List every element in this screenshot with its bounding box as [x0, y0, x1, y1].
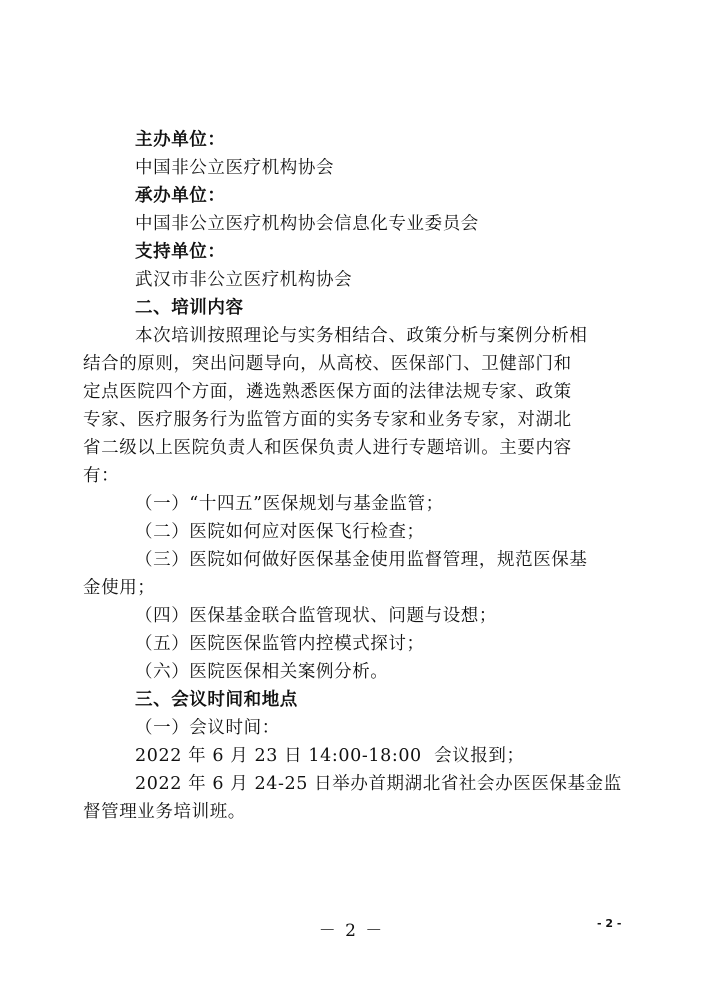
organizer-heading: 主办单位： [135, 130, 226, 150]
section-heading-time-place: 三、会议时间和地点 [135, 690, 298, 710]
paragraph-line: 专家、医疗服务行为监管方面的实务专家和业务专家，对湖北 [83, 410, 572, 430]
undertaker-heading: 承办单位： [135, 186, 226, 206]
list-item: （二）医院如何应对医保飞行检查； [135, 522, 425, 542]
list-item: （五）医院医保监管内控模式探讨； [135, 634, 425, 654]
supporter-value: 武汉市非公立医疗机构协会 [135, 270, 353, 290]
paragraph-line: 有： [83, 466, 120, 486]
list-item-continuation: 金使用； [83, 578, 156, 598]
schedule-line: 2022 年 6 月 24-25 日举办首期湖北省社会办医医保基金监 [135, 774, 622, 794]
paragraph-line: 结合的原则，突出问题导向，从高校、医保部门、卫健部门和 [83, 354, 572, 374]
page-number: － 2 － [318, 921, 385, 941]
list-item: （一）“十四五”医保规划与基金监管； [135, 494, 444, 514]
paragraph-line: 省二级以上医院负责人和医保负责人进行专题培训。主要内容 [83, 438, 572, 458]
supporter-heading: 支持单位： [135, 242, 226, 262]
paragraph-line: 定点医院四个方面，遴选熟悉医保方面的法律法规专家、政策 [83, 382, 572, 402]
list-item: （六）医院医保相关案例分析。 [135, 662, 389, 682]
schedule-line-continuation: 督管理业务培训班。 [83, 802, 246, 822]
subheading-meeting-time: （一）会议时间： [135, 718, 280, 738]
undertaker-value: 中国非公立医疗机构协会信息化专业委员会 [135, 214, 479, 234]
list-item: （四）医保基金联合监管现状、问题与设想； [135, 606, 497, 626]
list-item: （三）医院如何做好医保基金使用监督管理，规范医保基 [135, 550, 588, 570]
paragraph-line: 本次培训按照理论与实务相结合、政策分析与案例分析相 [135, 326, 588, 346]
page-mark: - 2 - [597, 917, 622, 930]
schedule-line: 2022 年 6 月 23 日 14:00-18:00 会议报到； [135, 746, 525, 766]
organizer-value: 中国非公立医疗机构协会 [135, 158, 335, 178]
section-heading-training: 二、培训内容 [135, 298, 244, 318]
